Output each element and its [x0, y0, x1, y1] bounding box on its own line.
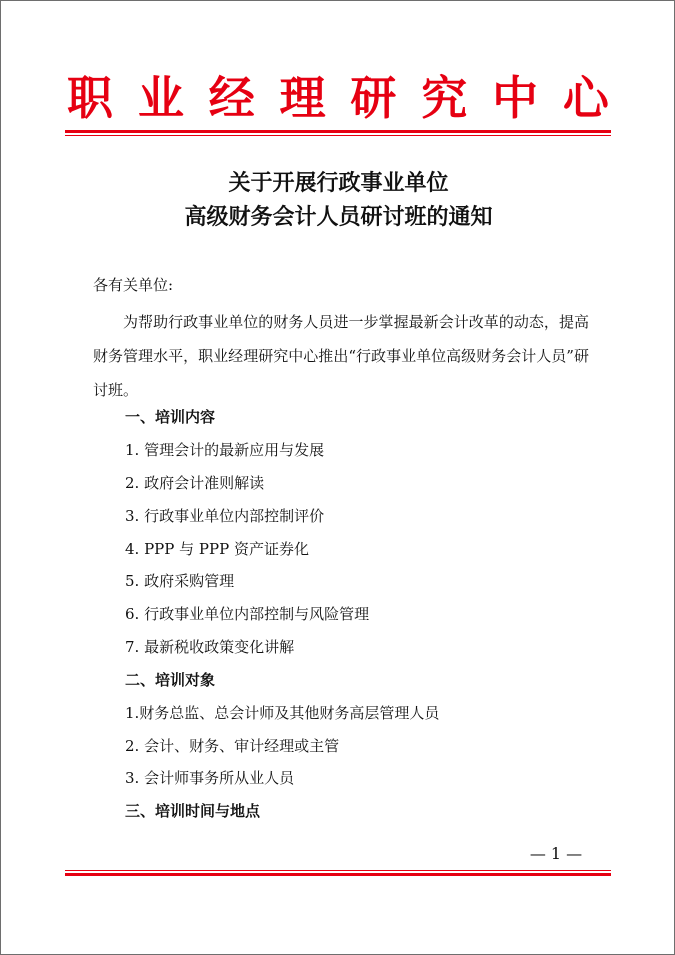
notice-title-line-2: 高级财务会计人员研讨班的通知 [184, 204, 493, 230]
list-item: 7. 最新税收政策变化讲解 [125, 638, 295, 656]
masthead-char: 心 [562, 71, 609, 125]
masthead-char: 究 [421, 71, 468, 125]
list-item: 1. 管理会计的最新应用与发展 [125, 441, 325, 459]
section-heading-content: 一、培训内容 [125, 408, 216, 426]
masthead-char: 中 [492, 71, 539, 125]
footer-rule-thick [65, 873, 611, 876]
list-item: 6. 行政事业单位内部控制与风险管理 [125, 605, 370, 623]
page-number: — 1 — [529, 844, 583, 863]
list-item: 2. 政府会计准则解读 [125, 474, 265, 492]
salutation: 各有关单位: [93, 276, 174, 294]
list-item: 2. 会计、财务、审计经理或主管 [125, 737, 340, 755]
list-item: 1.财务总监、总会计师及其他财务高层管理人员 [125, 704, 440, 722]
masthead-char: 研 [350, 71, 397, 125]
masthead-org-name [67, 69, 609, 127]
section-heading-time-place: 三、培训时间与地点 [125, 802, 261, 820]
list-item: 4. PPP 与 PPP 资产证券化 [125, 540, 309, 558]
list-item: 5. 政府采购管理 [125, 572, 235, 590]
masthead-char: 业 [137, 71, 184, 125]
header-rule-thick [65, 130, 611, 133]
section-heading-audience: 二、培训对象 [125, 671, 216, 689]
masthead-char: 理 [279, 71, 326, 125]
list-item: 3. 行政事业单位内部控制评价 [125, 507, 325, 525]
list-item: 3. 会计师事务所从业人员 [125, 769, 295, 787]
masthead-char: 经 [208, 71, 255, 125]
intro-paragraph: 为帮助行政事业单位的财务人员进一步掌握最新会计改革的动态，提高财务管理水平，职业经理研究中心推出“行政事业单位高级财务会计人员”研讨班。 [93, 313, 589, 399]
header-rule-thin [65, 135, 611, 136]
footer-rule-thin [65, 870, 611, 871]
masthead-char: 职 [67, 71, 113, 125]
notice-title-line-1: 关于开展行政事业单位 [228, 170, 449, 196]
